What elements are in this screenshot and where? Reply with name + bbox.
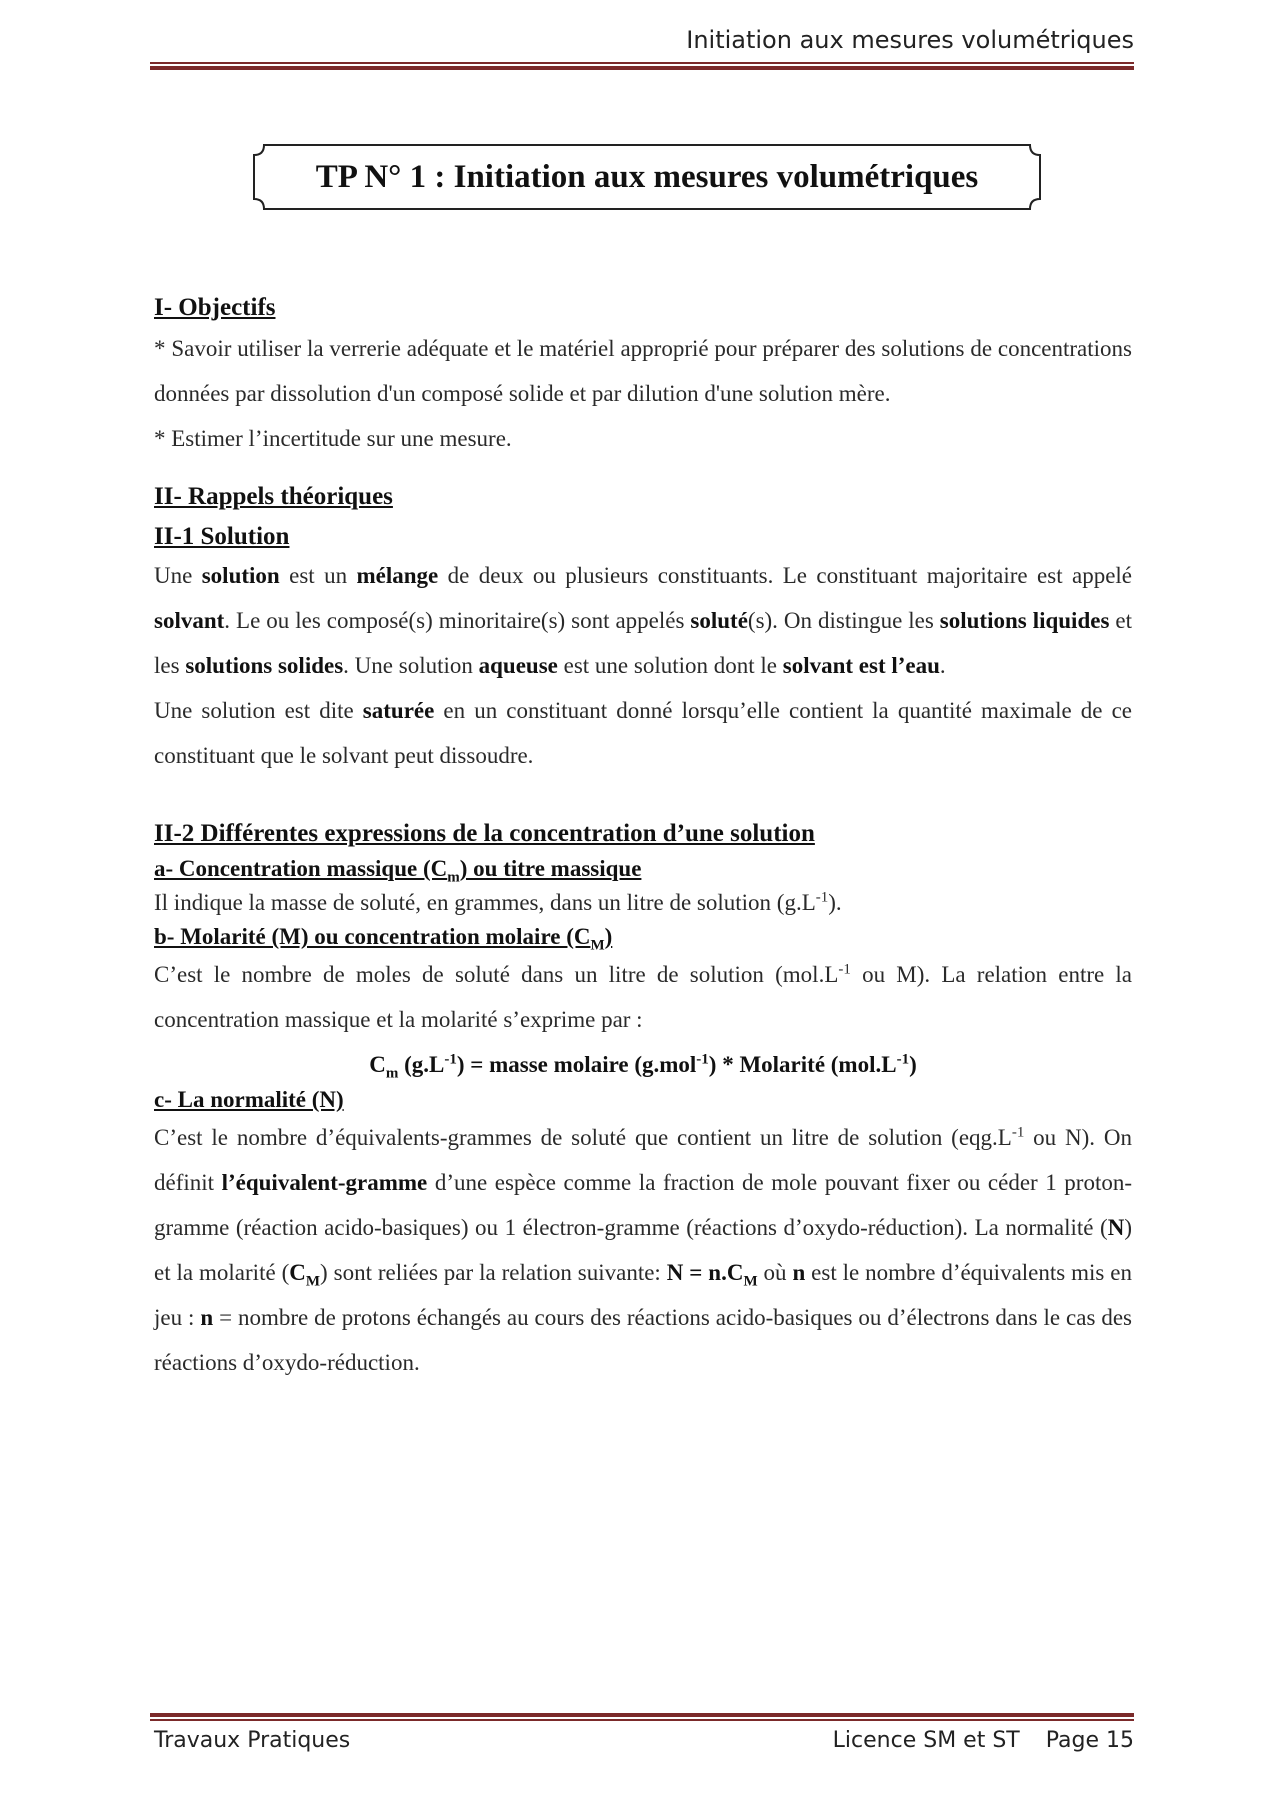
footer-right bbox=[833, 1728, 1134, 1753]
header-rule-thin bbox=[150, 62, 1134, 64]
normalite-text: C’est le nombre d’équivalents-grammes de soluté que contient un litre de solution ($eqg.L^{-1}$ ou N). On définit l’équivalent-gramme d’une espèce comme la fraction de mole pouvant fixer ou céder 1 proton-gramme (réaction acido-basiques) ou 1 électron-gramme (réactions d’oxydo-réduction). La normalité (N) et la molarité $(C_M)$ sont reliées par la relation suivante: $N = n.C_M$ où n est le nombre d’équivalents mis en jeu : n = nombre de protons échangés au cours des réactions acido-basiques ou d’électrons dans le cas des réactions d’oxydo-réduction. bbox=[154, 1124, 1133, 1375]
footer-course: Travaux Pratiques bbox=[154, 1728, 351, 1753]
header-rule-thick bbox=[150, 66, 1134, 70]
title-box bbox=[250, 143, 1044, 211]
solution-paragraph-2: Une solution est dite saturée en un constituant donné lorsqu’elle contient la quantité maximale de ce constituant que le solvant peut dissoudre. bbox=[154, 698, 1132, 768]
footer-rule-thick bbox=[150, 1713, 1134, 1717]
heading-solution: II-1 Solution bbox=[154, 523, 290, 550]
molarite-formula: $C_m$ $(g.L^{-1})$ = masse molaire (g.mol$^{-1}$) * Molarité $(mol.L^{-1})$ bbox=[369, 1051, 917, 1082]
running-header: Initiation aux mesures volumétriques bbox=[686, 26, 1134, 54]
main-content bbox=[154, 284, 1132, 1385]
objectifs-paragraph-1: * Savoir utiliser la verrerie adéquate et le matériel approprié pour préparer des solutions de concentrations données par dissolution d'un composé solide et par dilution d'une solution mère. bbox=[154, 336, 1132, 406]
footer-page-number: Page 15 bbox=[1045, 1728, 1134, 1753]
footer-licence: Licence SM et ST bbox=[832, 1728, 1020, 1753]
heading-rappels: II- Rappels théoriques bbox=[154, 483, 393, 510]
heading-objectifs: I- Objectifs bbox=[154, 294, 276, 321]
footer-rule-thin bbox=[150, 1719, 1134, 1721]
concentration-massique-text: Il indique la masse de soluté, en grammes, dans un litre de solution $(g.L^{-1})$. bbox=[154, 889, 842, 915]
page-title: TP N° 1 : Initiation aux mesures volumétriques bbox=[315, 158, 979, 195]
solution-paragraph-1: Une solution est un mélange de deux ou plusieurs constituants. Le constituant majoritaire est appelé solvant. Le ou les composé(s) minoritaire(s) sont appelés soluté(s). On distingue les solutions liquides et les solutions solides. Une solution aqueuse est une solution dont le solvant est l’eau. bbox=[154, 563, 1132, 678]
objectifs-paragraph-2: * Estimer l’incertitude sur une mesure. bbox=[154, 426, 512, 451]
running-footer bbox=[154, 1728, 1134, 1753]
heading-concentration: II-2 Différentes expressions de la concentration d’une solution bbox=[154, 820, 815, 847]
heading-concentration-massique: a- Concentration massique $(C_m)$ ou titre massique bbox=[154, 856, 642, 886]
heading-molarite: b- Molarité (M) ou concentration molaire $(C_M)$ bbox=[154, 924, 613, 954]
molarite-text: C’est le nombre de moles de soluté dans un litre de solution ($mol.L^{-1}$ ou M). La relation entre la concentration massique et la molarité s’exprime par : bbox=[154, 961, 1133, 1032]
heading-normalite: c- La normalité (N) bbox=[154, 1087, 344, 1112]
